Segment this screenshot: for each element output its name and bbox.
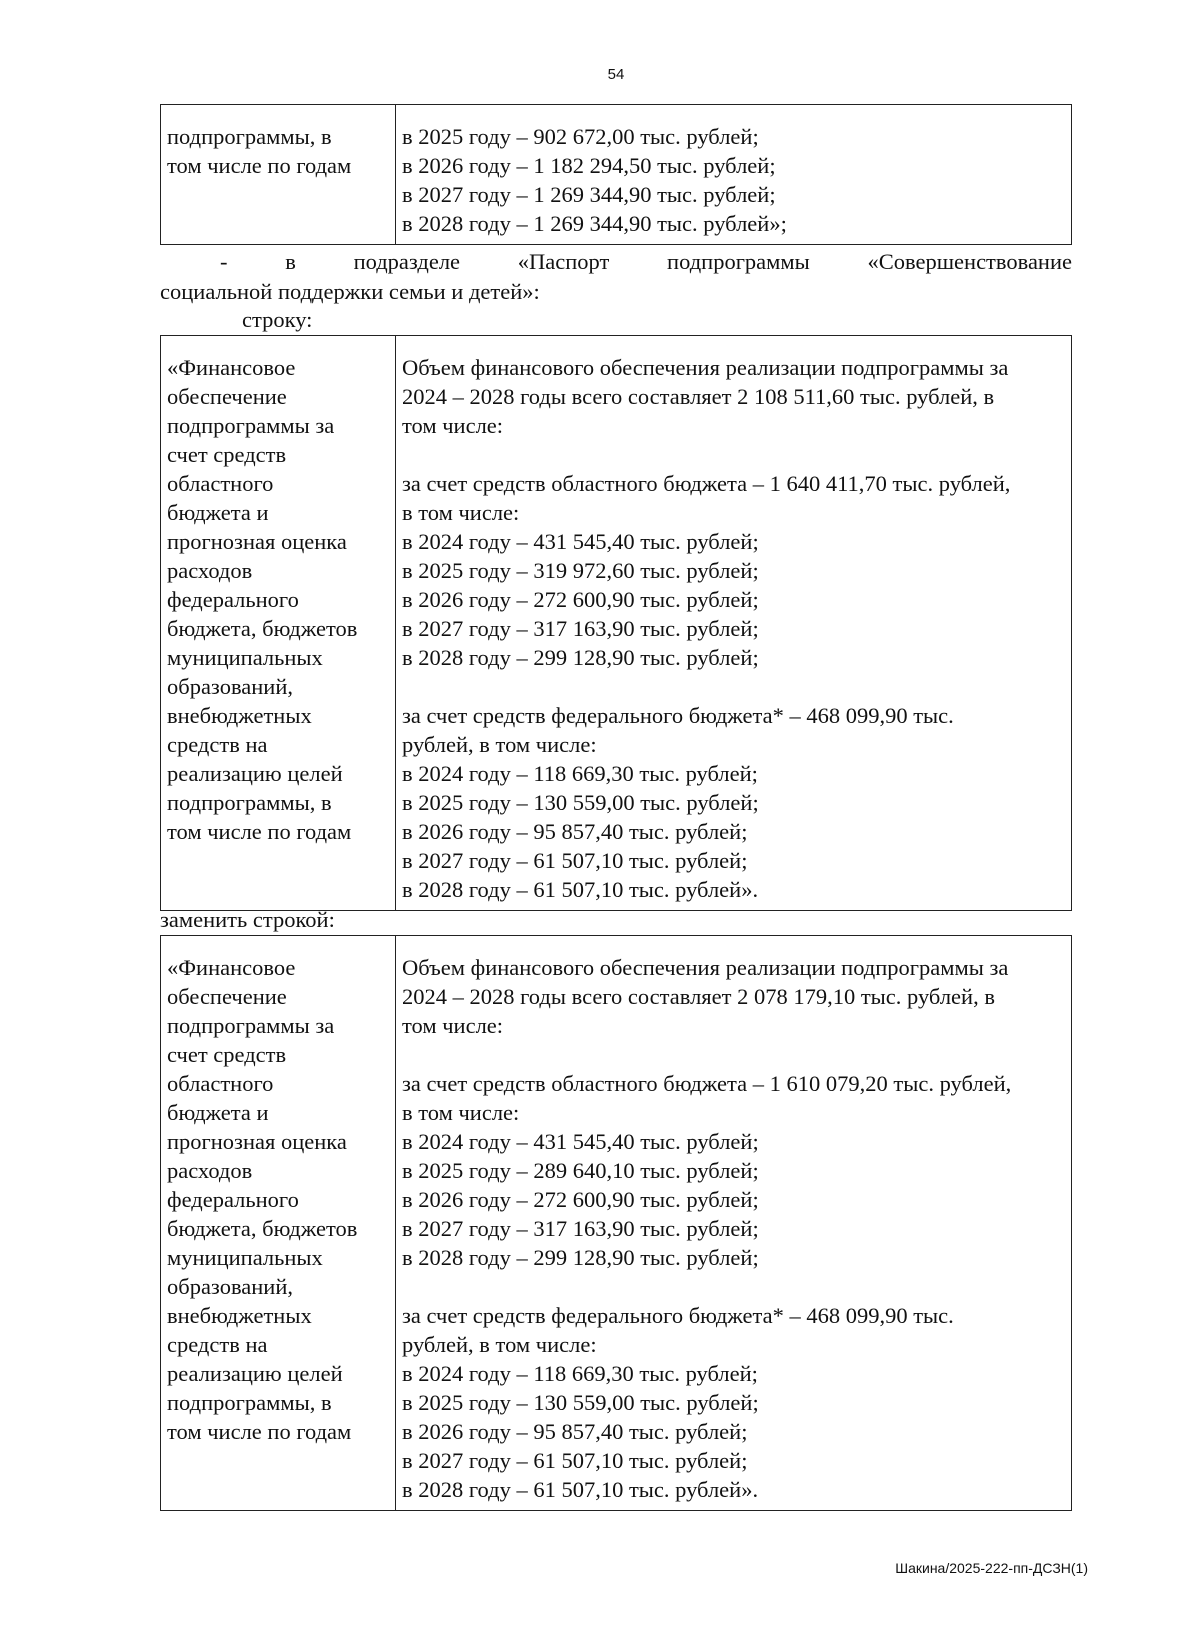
- table-row: [161, 336, 1072, 911]
- continuation-table: [160, 104, 1072, 245]
- row-label-line: расходов: [167, 1158, 253, 1183]
- row-label-line: образований,: [167, 1274, 294, 1299]
- spacer: [402, 1272, 1065, 1301]
- row-label-line: счет средств: [167, 1042, 287, 1067]
- instruction-line: социальной поддержки семьи и детей»:: [160, 279, 540, 304]
- spacer: [402, 440, 1065, 469]
- row-label-line: бюджета, бюджетов: [167, 1216, 358, 1241]
- federal-budget-line: в 2024 году – 118 669,30 тыс. рублей;: [402, 761, 758, 786]
- row-value-cell: [396, 336, 1072, 911]
- row-label-line: прогнозная оценка: [167, 529, 347, 554]
- regional-budget-line: в 2025 году – 319 972,60 тыс. рублей;: [402, 558, 759, 583]
- row-label-cell: [161, 105, 396, 245]
- row-label-line: муниципальных: [167, 1245, 323, 1270]
- federal-budget-line: рублей, в том числе:: [402, 732, 597, 757]
- row-label-line: бюджета и: [167, 1100, 269, 1125]
- regional-budget-line: в том числе:: [402, 500, 520, 525]
- year-amount-line: в 2025 году – 902 672,00 тыс. рублей;: [402, 124, 759, 149]
- row-label-cell: [161, 936, 396, 1511]
- row-label-line: прогнозная оценка: [167, 1129, 347, 1154]
- regional-budget-line: в том числе:: [402, 1100, 520, 1125]
- federal-budget-line: в 2024 году – 118 669,30 тыс. рублей;: [402, 1361, 758, 1386]
- regional-budget-line: в 2026 году – 272 600,90 тыс. рублей;: [402, 1187, 759, 1212]
- spacer: [402, 672, 1065, 701]
- regional-budget-line: в 2028 году – 299 128,90 тыс. рублей;: [402, 645, 759, 670]
- total-amount-line: Объем финансового обеспечения реализации подпрограммы за: [402, 955, 1009, 980]
- table-row: [161, 105, 1072, 245]
- regional-budget-line: за счет средств областного бюджета – 1 640 411,70 тыс. рублей,: [402, 471, 1011, 496]
- instruction-stroku: строку:: [242, 307, 313, 332]
- federal-budget-line: в 2028 году – 61 507,10 тыс. рублей».: [402, 1477, 759, 1502]
- row-label-line: подпрограммы, в: [167, 1390, 332, 1415]
- row-label-line: внебюджетных: [167, 1303, 312, 1328]
- row-label-line: «Финансовое: [167, 355, 296, 380]
- row-label-line: образований,: [167, 674, 294, 699]
- regional-budget-line: в 2025 году – 289 640,10 тыс. рублей;: [402, 1158, 759, 1183]
- total-amount-line: 2024 – 2028 годы всего составляет 2 108 511,60 тыс. рублей, в: [402, 384, 995, 409]
- year-amount-line: в 2026 году – 1 182 294,50 тыс. рублей;: [402, 153, 776, 178]
- year-amount-line: в 2027 году – 1 269 344,90 тыс. рублей;: [402, 182, 776, 207]
- page-number: 54: [607, 66, 625, 83]
- federal-budget-line: в 2027 году – 61 507,10 тыс. рублей;: [402, 848, 748, 873]
- regional-budget-line: в 2027 году – 317 163,90 тыс. рублей;: [402, 1216, 759, 1241]
- row-label-line: том числе по годам: [167, 1419, 352, 1444]
- row-value-cell: [396, 105, 1072, 245]
- row-label-line: бюджета, бюджетов: [167, 616, 358, 641]
- row-label-line: бюджета и: [167, 500, 269, 525]
- row-label-line: «Финансовое: [167, 955, 296, 980]
- row-label-line: расходов: [167, 558, 253, 583]
- total-amount-line: том числе:: [402, 413, 504, 438]
- row-label-line: обеспечение: [167, 384, 287, 409]
- regional-budget-line: в 2026 году – 272 600,90 тыс. рублей;: [402, 587, 759, 612]
- row-label-line: том числе по годам: [167, 153, 352, 178]
- row-label-line: муниципальных: [167, 645, 323, 670]
- row-label-line: подпрограммы за: [167, 413, 335, 438]
- row-label-line: подпрограммы, в: [167, 790, 332, 815]
- federal-budget-line: в 2027 году – 61 507,10 тыс. рублей;: [402, 1448, 748, 1473]
- federal-budget-line: в 2028 году – 61 507,10 тыс. рублей».: [402, 877, 759, 902]
- table-row: [161, 936, 1072, 1511]
- row-label-cell: [161, 336, 396, 911]
- instruction-line: - в подразделе «Паспорт подпрограммы «Совершенствование: [220, 249, 1072, 274]
- row-label-line: реализацию целей: [167, 761, 343, 786]
- row-label-line: средств на: [167, 1332, 268, 1357]
- federal-budget-line: в 2025 году – 130 559,00 тыс. рублей;: [402, 1390, 759, 1415]
- row-label-line: средств на: [167, 732, 268, 757]
- regional-budget-line: в 2024 году – 431 545,40 тыс. рублей;: [402, 1129, 759, 1154]
- federal-budget-line: в 2025 году – 130 559,00 тыс. рублей;: [402, 790, 759, 815]
- row-label-line: реализацию целей: [167, 1361, 343, 1386]
- total-amount-line: том числе:: [402, 1013, 504, 1038]
- row-label-line: подпрограммы, в: [167, 124, 332, 149]
- regional-budget-line: за счет средств областного бюджета – 1 610 079,20 тыс. рублей,: [402, 1071, 1012, 1096]
- regional-budget-line: в 2027 году – 317 163,90 тыс. рублей;: [402, 616, 759, 641]
- federal-budget-line: рублей, в том числе:: [402, 1332, 597, 1357]
- new-row-table: [160, 935, 1072, 1511]
- federal-budget-line: в 2026 году – 95 857,40 тыс. рублей;: [402, 1419, 748, 1444]
- federal-budget-line: за счет средств федерального бюджета* – 468 099,90 тыс.: [402, 1303, 954, 1328]
- instruction-replace: заменить строкой:: [160, 907, 335, 932]
- year-amount-line: в 2028 году – 1 269 344,90 тыс. рублей»;: [402, 211, 787, 236]
- row-label-line: счет средств: [167, 442, 287, 467]
- total-amount-line: 2024 – 2028 годы всего составляет 2 078 179,10 тыс. рублей, в: [402, 984, 995, 1009]
- federal-budget-line: в 2026 году – 95 857,40 тыс. рублей;: [402, 819, 748, 844]
- total-amount-line: Объем финансового обеспечения реализации подпрограммы за: [402, 355, 1009, 380]
- row-label-line: том числе по годам: [167, 819, 352, 844]
- federal-budget-line: за счет средств федерального бюджета* – 468 099,90 тыс.: [402, 703, 954, 728]
- row-label-line: федерального: [167, 587, 299, 612]
- row-label-line: обеспечение: [167, 984, 287, 1009]
- regional-budget-line: в 2028 году – 299 128,90 тыс. рублей;: [402, 1245, 759, 1270]
- row-value-cell: [396, 936, 1072, 1511]
- document-code: Шакина/2025-222-пп-ДСЗН(1): [895, 1560, 1088, 1576]
- row-label-line: областного: [167, 1071, 274, 1096]
- old-row-table: [160, 335, 1072, 911]
- row-label-line: федерального: [167, 1187, 299, 1212]
- row-label-line: областного: [167, 471, 274, 496]
- row-label-line: подпрограммы за: [167, 1013, 335, 1038]
- regional-budget-line: в 2024 году – 431 545,40 тыс. рублей;: [402, 529, 759, 554]
- row-label-line: внебюджетных: [167, 703, 312, 728]
- spacer: [402, 1040, 1065, 1069]
